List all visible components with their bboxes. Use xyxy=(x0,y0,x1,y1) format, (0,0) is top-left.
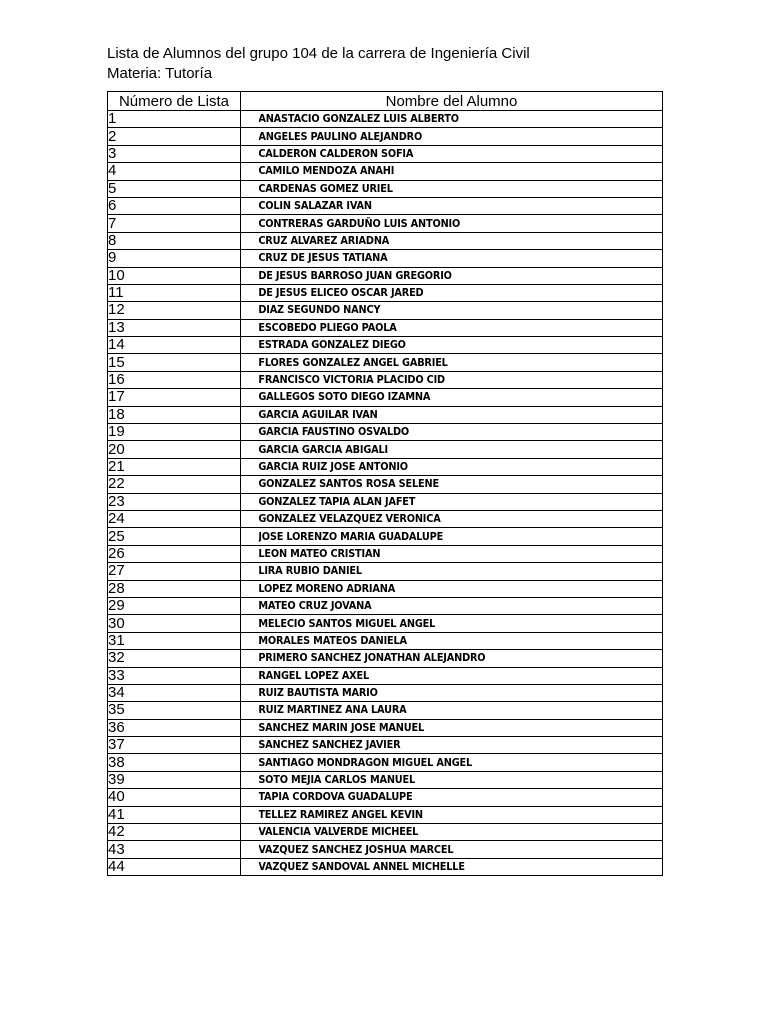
student-name-cell: SANCHEZ SANCHEZ JAVIER xyxy=(257,737,645,754)
table-row xyxy=(108,789,663,806)
table-row xyxy=(108,319,663,336)
table-row xyxy=(108,354,663,371)
table-row xyxy=(108,180,663,197)
student-name-cell: VALENCIA VALVERDE MICHEEL xyxy=(257,824,645,841)
table-row xyxy=(108,406,663,423)
list-number-cell: 34 xyxy=(108,684,241,701)
table-row xyxy=(108,806,663,823)
list-number-cell: 11 xyxy=(108,284,241,301)
list-number-cell: 4 xyxy=(108,163,241,180)
list-number-cell: 42 xyxy=(108,824,241,841)
student-name-cell: RUIZ MARTINEZ ANA LAURA xyxy=(257,702,645,719)
table-row xyxy=(108,719,663,736)
student-name-cell: GARCIA RUIZ JOSE ANTONIO xyxy=(257,458,645,475)
list-number-cell: 29 xyxy=(108,597,241,614)
student-name-cell: SOTO MEJIA CARLOS MANUEL xyxy=(257,771,645,788)
table-row xyxy=(108,667,663,684)
table-row xyxy=(108,824,663,841)
student-name-cell: ANASTACIO GONZALEZ LUIS ALBERTO xyxy=(257,111,645,128)
list-number-cell: 10 xyxy=(108,267,241,284)
student-name-cell: RUIZ BAUTISTA MARIO xyxy=(257,684,645,701)
list-number-cell: 15 xyxy=(108,354,241,371)
table-header-row xyxy=(108,92,663,111)
list-number-cell: 19 xyxy=(108,424,241,441)
student-name-cell: GONZALEZ TAPIA ALAN JAFET xyxy=(257,493,645,510)
student-name-cell: CRUZ DE JESUS TATIANA xyxy=(257,250,645,267)
student-name-cell: CRUZ ALVAREZ ARIADNA xyxy=(257,232,645,249)
student-name-cell: MATEO CRUZ JOVANA xyxy=(257,597,645,614)
list-number-cell: 37 xyxy=(108,737,241,754)
table-row xyxy=(108,284,663,301)
table-row xyxy=(108,476,663,493)
student-name-cell: TELLEZ RAMIREZ ANGEL KEVIN xyxy=(257,806,645,823)
table-row xyxy=(108,771,663,788)
list-number-cell: 40 xyxy=(108,789,241,806)
list-number-cell: 20 xyxy=(108,441,241,458)
student-name-cell: GARCIA GARCIA ABIGALI xyxy=(257,441,645,458)
list-number-cell: 2 xyxy=(108,128,241,145)
student-name-cell: CARDENAS GOMEZ URIEL xyxy=(257,180,645,197)
list-number-cell: 6 xyxy=(108,197,241,214)
student-name-cell: FLORES GONZALEZ ANGEL GABRIEL xyxy=(257,354,645,371)
table-row xyxy=(108,371,663,388)
student-name-cell: VAZQUEZ SANCHEZ JOSHUA MARCEL xyxy=(257,841,645,858)
list-number-cell: 12 xyxy=(108,302,241,319)
table-row xyxy=(108,389,663,406)
table-row xyxy=(108,510,663,527)
list-number-cell: 31 xyxy=(108,632,241,649)
table-row xyxy=(108,215,663,232)
list-number-cell: 39 xyxy=(108,771,241,788)
student-name-cell: GALLEGOS SOTO DIEGO IZAMNA xyxy=(257,389,645,406)
list-number-cell: 43 xyxy=(108,841,241,858)
subject-line: Materia: Tutoría xyxy=(107,65,213,82)
student-name-cell: LOPEZ MORENO ADRIANA xyxy=(257,580,645,597)
table-row xyxy=(108,302,663,319)
list-number-cell: 24 xyxy=(108,510,241,527)
table-row xyxy=(108,632,663,649)
list-number-cell: 3 xyxy=(108,145,241,162)
table-row xyxy=(108,197,663,214)
list-number-cell: 8 xyxy=(108,232,241,249)
student-name-cell: PRIMERO SANCHEZ JONATHAN ALEJANDRO xyxy=(257,650,645,667)
table-row xyxy=(108,702,663,719)
table-row xyxy=(108,563,663,580)
student-name-cell: JOSE LORENZO MARIA GUADALUPE xyxy=(257,528,645,545)
list-number-cell: 7 xyxy=(108,215,241,232)
table-row xyxy=(108,232,663,249)
student-name-cell: DIAZ SEGUNDO NANCY xyxy=(257,302,645,319)
list-number-cell: 9 xyxy=(108,250,241,267)
table-row xyxy=(108,615,663,632)
student-name-cell: SANCHEZ MARIN JOSE MANUEL xyxy=(257,719,645,736)
table-row xyxy=(108,163,663,180)
list-number-cell: 26 xyxy=(108,545,241,562)
list-number-cell: 23 xyxy=(108,493,241,510)
list-number-cell: 5 xyxy=(108,180,241,197)
table-row xyxy=(108,580,663,597)
list-number-cell: 38 xyxy=(108,754,241,771)
student-name-cell: DE JESUS ELICEO OSCAR JARED xyxy=(257,284,645,301)
list-number-cell: 36 xyxy=(108,719,241,736)
table-row xyxy=(108,841,663,858)
student-name-cell: DE JESUS BARROSO JUAN GREGORIO xyxy=(257,267,645,284)
list-number-cell: 44 xyxy=(108,858,241,875)
student-name-cell: MORALES MATEOS DANIELA xyxy=(257,632,645,649)
list-number-cell: 21 xyxy=(108,458,241,475)
table-row xyxy=(108,128,663,145)
list-number-cell: 22 xyxy=(108,476,241,493)
student-name-cell: GARCIA AGUILAR IVAN xyxy=(257,406,645,423)
column-header-number: Número de Lista xyxy=(108,92,241,111)
list-number-cell: 18 xyxy=(108,406,241,423)
list-number-cell: 1 xyxy=(108,111,241,128)
table-row xyxy=(108,684,663,701)
student-roster-table xyxy=(107,91,663,876)
list-number-cell: 13 xyxy=(108,319,241,336)
table-row xyxy=(108,528,663,545)
student-name-cell: ESTRADA GONZALEZ DIEGO xyxy=(257,337,645,354)
student-name-cell: CALDERON CALDERON SOFIA xyxy=(257,145,645,162)
student-name-cell: GARCIA FAUSTINO OSVALDO xyxy=(257,424,645,441)
list-number-cell: 30 xyxy=(108,615,241,632)
table-row xyxy=(108,545,663,562)
list-number-cell: 17 xyxy=(108,389,241,406)
table-row xyxy=(108,145,663,162)
student-name-cell: FRANCISCO VICTORIA PLACIDO CID xyxy=(257,371,645,388)
table-row xyxy=(108,337,663,354)
list-number-cell: 16 xyxy=(108,371,241,388)
list-number-cell: 14 xyxy=(108,337,241,354)
table-row xyxy=(108,267,663,284)
table-row xyxy=(108,111,663,128)
student-name-cell: ESCOBEDO PLIEGO PAOLA xyxy=(257,319,645,336)
student-name-cell: SANTIAGO MONDRAGON MIGUEL ANGEL xyxy=(257,754,645,771)
list-number-cell: 35 xyxy=(108,702,241,719)
student-name-cell: GONZALEZ SANTOS ROSA SELENE xyxy=(257,476,645,493)
student-name-cell: LIRA RUBIO DANIEL xyxy=(257,563,645,580)
student-name-cell: TAPIA CORDOVA GUADALUPE xyxy=(257,789,645,806)
table-row xyxy=(108,458,663,475)
list-number-cell: 28 xyxy=(108,580,241,597)
table-row xyxy=(108,250,663,267)
student-name-cell: ANGELES PAULINO ALEJANDRO xyxy=(257,128,645,145)
document-title: Lista de Alumnos del grupo 104 de la carrera de Ingeniería Civil xyxy=(107,45,530,62)
student-name-cell: MELECIO SANTOS MIGUEL ANGEL xyxy=(257,615,645,632)
student-name-cell: COLIN SALAZAR IVAN xyxy=(257,197,645,214)
student-name-cell: VAZQUEZ SANDOVAL ANNEL MICHELLE xyxy=(257,858,645,875)
column-header-name: Nombre del Alumno xyxy=(241,92,663,111)
table-row xyxy=(108,424,663,441)
table-row xyxy=(108,597,663,614)
student-name-cell: LEON MATEO CRISTIAN xyxy=(257,545,645,562)
list-number-cell: 27 xyxy=(108,563,241,580)
list-number-cell: 33 xyxy=(108,667,241,684)
table-row xyxy=(108,650,663,667)
list-number-cell: 25 xyxy=(108,528,241,545)
student-name-cell: CAMILO MENDOZA ANAHI xyxy=(257,163,645,180)
student-name-cell: GONZALEZ VELAZQUEZ VERONICA xyxy=(257,510,645,527)
table-row xyxy=(108,737,663,754)
list-number-cell: 41 xyxy=(108,806,241,823)
student-name-cell: RANGEL LOPEZ AXEL xyxy=(257,667,645,684)
table-row xyxy=(108,754,663,771)
list-number-cell: 32 xyxy=(108,650,241,667)
student-name-cell: CONTRERAS GARDUÑO LUIS ANTONIO xyxy=(257,215,645,232)
table-body xyxy=(108,111,663,876)
table-row xyxy=(108,493,663,510)
table-row xyxy=(108,441,663,458)
table-row xyxy=(108,858,663,875)
document-header xyxy=(107,44,530,84)
